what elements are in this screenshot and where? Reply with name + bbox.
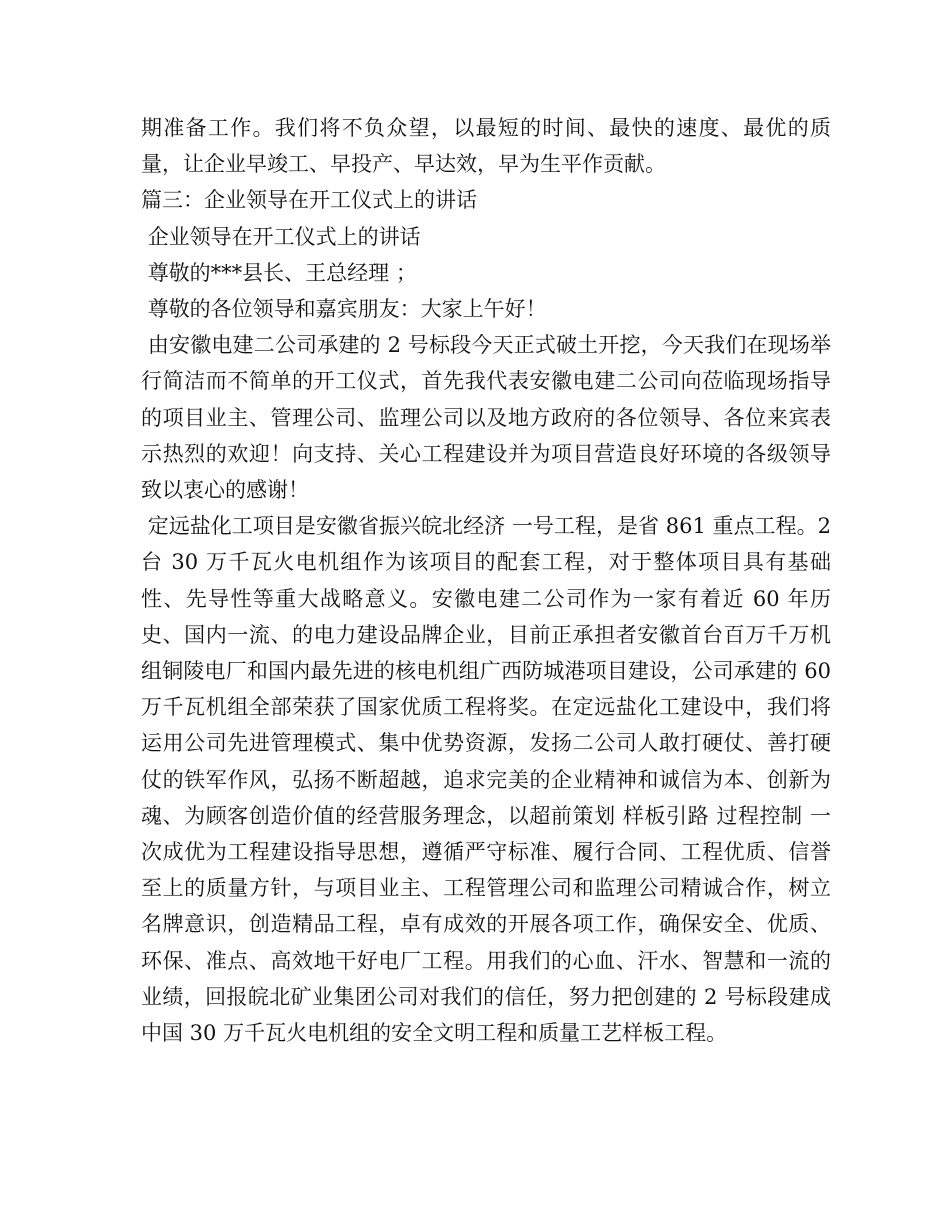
paragraph-project: 定远盐化工项目是安徽省振兴皖北经济 一号工程，是省 861 重点工程。2 台 30 万千瓦火电机组作为该项目的配套工程，对于整体项目具有基础性、先导性等重大战略意义。安徽电建二公司作为一家有着近 60 年历史、国内一流、的电力建设品牌企业，目前正承担者安徽首台百万千万机组铜陵电厂和国内最先进的核电机组广西防城港项目建设，公司承建的 60 万千瓦机组全部荣获了国家优质工程将奖。在定远盐化工建设中，我们将运用公司先进管理模式、集中优势资源，发扬二公司人敢打硬仗、善打硬仗的铁军作风，弘扬不断超越，追求完美的企业精神和诚信为本、创新为魂、为顾客创造价值的经营服务理念，以超前策划 样板引路 过程控制 一次成优为工程建设指导思想，遵循严守标准、履行合同、工程优质、信誉至上的质量方针，与项目业主、工程管理公司和监理公司精诚合作，树立名牌意识，创造精品工程，卓有成效的开展各项工作，确保安全、优质、环保、准点、高效地干好电厂工程。用我们的心血、汗水、智慧和一流的业绩，回报皖北矿业集团公司对我们的信任，努力把创建的 2 号标段建成中国 30 万千瓦火电机组的安全文明工程和质量工艺样板工程。 (141, 514, 838, 1046)
section-heading: 篇三：企业领导在开工仪式上的讲话 (141, 188, 477, 213)
document-body (141, 110, 838, 1051)
paragraph-welcome: 由安徽电建二公司承建的 2 号标段今天正式破土开挖，今天我们在现场举行简洁而不简单的开工仪式，首先我代表安徽电建二公司向莅临现场指导的项目业主、管理公司、监理公司以及地方政府的各位领导、各位来宾表示热烈的欢迎！向支持、关心工程建设并为项目营造良好环境的各级领导致以衷心的感谢！ (141, 333, 831, 503)
speech-title: 企业领导在开工仪式上的讲话 (141, 224, 421, 249)
salutation-guests: 尊敬的各位领导和嘉宾朋友：大家上午好！ (141, 297, 547, 322)
salutation-officials: 尊敬的***县长、王总经理 ； (141, 260, 417, 285)
paragraph-prep-work: 期准备工作。我们将不负众望，以最短的时间、最快的速度、最优的质量，让企业早竣工、早投产、早达效，早为生平作贡献。 (141, 116, 831, 177)
